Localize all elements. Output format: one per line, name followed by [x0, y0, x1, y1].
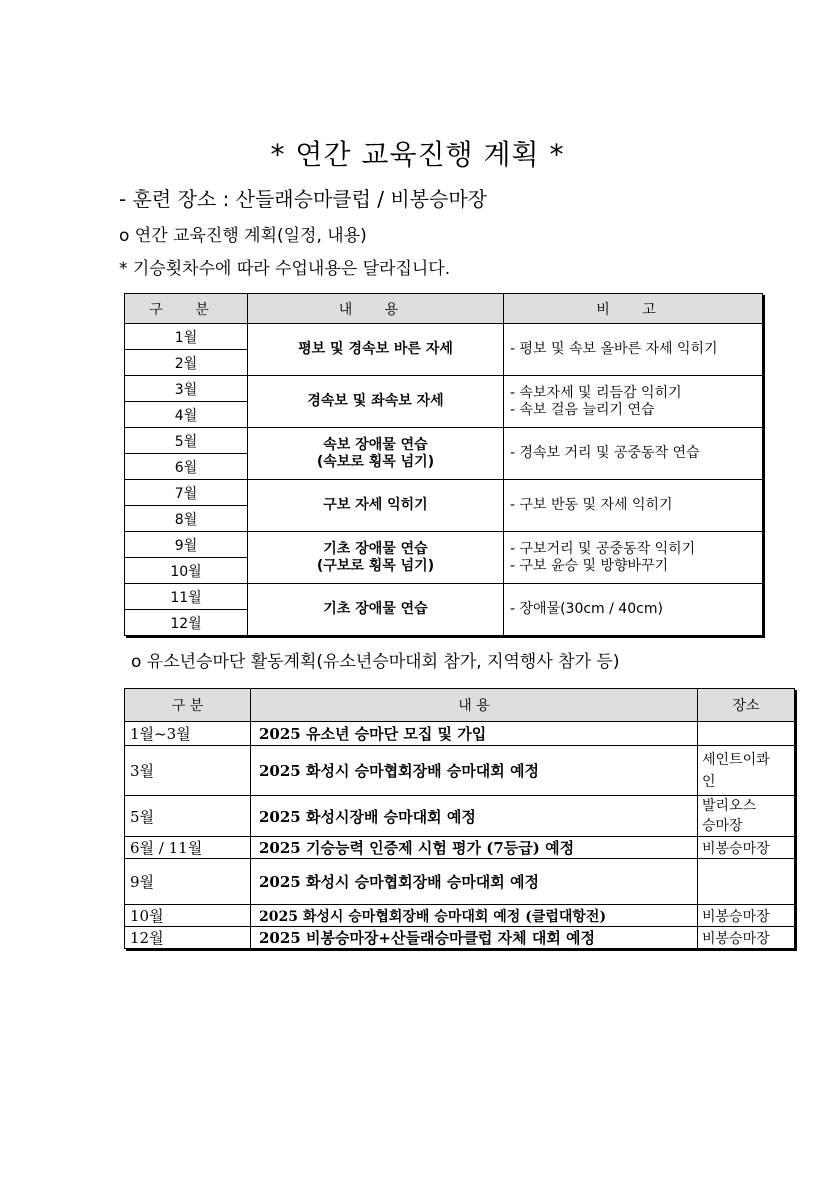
table-row: [125, 324, 763, 350]
note-cell: - 구보 반동 및 자세 익히기: [504, 480, 763, 532]
place-cell: 비봉승마장: [698, 905, 795, 927]
place-cell: 발리오스 승마장: [698, 796, 795, 837]
table-header-row: [125, 294, 763, 324]
note-cell: - 평보 및 속보 올바른 자세 익히기: [504, 324, 763, 376]
header-content: 내 용: [248, 294, 504, 324]
place-cell: 세인트이콰 인: [698, 746, 795, 796]
month-cell: 11월: [125, 584, 248, 610]
content-cell: 2025 화성시 승마협회장배 승마대회 예정 (클럽대항전): [251, 905, 698, 927]
location-line: - 훈련 장소 : 산들래승마클럽 / 비봉승마장: [119, 187, 487, 211]
month-cell: 8월: [125, 506, 248, 532]
note-cell: - 구보거리 및 공중동작 익히기 - 구보 윤승 및 방향바꾸기: [504, 532, 763, 584]
month-cell: 5월: [125, 428, 248, 454]
content-cell: 2025 화성시 승마협회장배 승마대회 예정: [251, 859, 698, 905]
period-cell: 10월: [125, 905, 251, 927]
place-cell: [698, 859, 795, 905]
note-cell: - 경속보 거리 및 공중동작 연습: [504, 428, 763, 480]
content-cell: 2025 기승능력 인증제 시험 평가 (7등급) 예정: [251, 837, 698, 859]
page-title: * 연간 교육진행 계획 *: [270, 138, 565, 171]
header-category: 구 분: [125, 689, 251, 722]
table-row: [125, 927, 795, 949]
period-cell: 1월~3월: [125, 722, 251, 746]
note-cell: - 장애물(30cm / 40cm): [504, 584, 763, 636]
table-row: [125, 796, 795, 837]
youth-plan-line: o 유소년승마단 활동계획(유소년승마대회 참가, 지역행사 참가 등): [131, 652, 620, 672]
content-cell: 2025 화성시장배 승마대회 예정: [251, 796, 698, 837]
month-cell: 9월: [125, 532, 248, 558]
header-note: 비 고: [504, 294, 763, 324]
place-cell: 비봉승마장: [698, 927, 795, 949]
content-cell: 2025 유소년 승마단 모집 및 가입: [251, 722, 698, 746]
month-cell: 10월: [125, 558, 248, 584]
month-cell: 2월: [125, 350, 248, 376]
header-category: 구 분: [125, 294, 248, 324]
table-row: [125, 905, 795, 927]
month-cell: 3월: [125, 376, 248, 402]
table-row: [125, 859, 795, 905]
month-cell: 7월: [125, 480, 248, 506]
place-cell: [698, 722, 795, 746]
period-cell: 6월 / 11월: [125, 837, 251, 859]
content-cell: 속보 장애물 연습 (속보로 횡목 넘기): [248, 428, 504, 480]
content-cell: 2025 비봉승마장+산들래승마클럽 자체 대회 예정: [251, 927, 698, 949]
annual-plan-table: [124, 293, 763, 636]
place-cell: 비봉승마장: [698, 837, 795, 859]
period-cell: 3월: [125, 746, 251, 796]
table-header-row: [125, 689, 795, 722]
period-cell: 12월: [125, 927, 251, 949]
content-cell: 2025 화성시 승마협회장배 승마대회 예정: [251, 746, 698, 796]
youth-activity-table: [124, 688, 795, 949]
content-cell: 평보 및 경속보 바른 자세: [248, 324, 504, 376]
month-cell: 6월: [125, 454, 248, 480]
content-cell: 구보 자세 익히기: [248, 480, 504, 532]
header-content: 내 용: [251, 689, 698, 722]
content-cell: 기초 장애물 연습 (구보로 횡목 넘기): [248, 532, 504, 584]
table-row: [125, 532, 763, 558]
plan-line: o 연간 교육진행 계획(일정, 내용): [119, 226, 367, 246]
table-row: [125, 722, 795, 746]
month-cell: 1월: [125, 324, 248, 350]
note-line: * 기승횟차수에 따라 수업내용은 달라집니다.: [119, 259, 451, 279]
month-cell: 4월: [125, 402, 248, 428]
note-cell: - 속보자세 및 리듬감 익히기 - 속보 걸음 늘리기 연습: [504, 376, 763, 428]
table-row: [125, 837, 795, 859]
table-row: [125, 584, 763, 610]
period-cell: 5월: [125, 796, 251, 837]
content-cell: 기초 장애물 연습: [248, 584, 504, 636]
content-cell: 경속보 및 좌속보 자세: [248, 376, 504, 428]
table-row: [125, 480, 763, 506]
table-row: [125, 376, 763, 402]
table-row: [125, 746, 795, 796]
month-cell: 12월: [125, 610, 248, 636]
period-cell: 9월: [125, 859, 251, 905]
table-row: [125, 428, 763, 454]
header-place: 장소: [698, 689, 795, 722]
